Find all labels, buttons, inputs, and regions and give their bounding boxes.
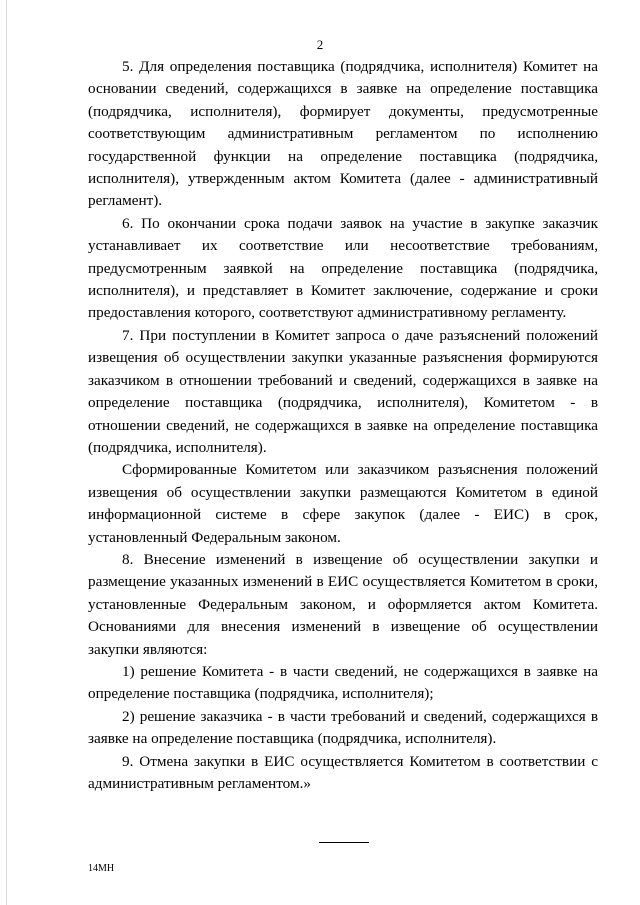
scan-edge-line [6,0,7,905]
paragraph-7: 7. При поступлении в Комитет запроса о даче разъяснений положений извещения об осуществлении закупки указанные разъяснения формируются заказчиком в отношении требований и сведений, содержащихся в заявке на определение поставщика (подрядчика, исполнителя), Комитетом - в отношении сведений, не содержащихся в заявке на определение поставщика (подрядчика, исполнителя). [88,326,598,456]
paragraph-7-clarifications: Сформированные Комитетом или заказчиком разъяснения положений извещения об осуществлении закупки размещаются Комитетом в единой информационной системе в сфере закупок (далее - ЕИС) в срок, установленный Федеральным законом. [88,461,598,546]
paragraph-5: 5. Для определения поставщика (подрядчика, исполнителя) Комитет на основании сведений, содержащихся в заявке на определение поставщика (подрядчика, исполнителя), формирует документы, предусмотренные соответствующим административным регламентом по исполнению государственной функции на определение поставщика (подрядчика, исполнителя), утвержденным актом Комитета (далее - административный регламент). [88,58,598,210]
footer-code: 14МН [88,863,115,874]
paragraph-8-item-2: 2) решение заказчика - в части требований и сведений, содержащихся в заявке на определение поставщика (подрядчика, исполнителя). [88,707,598,748]
paragraph-8-item-1: 1) решение Комитета - в части сведений, не содержащихся в заявке на определение поставщика (подрядчика, исполнителя); [88,662,598,703]
paragraph-8: 8. Внесение изменений в извещение об осуществлении закупки и размещение указанных изменений в ЕИС осуществляется Комитетом в сроки, установленные Федеральным законом, и оформляется актом Комитета. Основаниями для внесения изменений в извещение об осуществлении закупки являются: [88,550,598,658]
document-body [88,56,598,795]
end-separator-line [319,842,369,843]
page-number: 2 [316,37,324,52]
paragraph-6: 6. По окончании срока подачи заявок на участие в закупке заказчик устанавливает их соответствие или несоответствие требованиям, предусмотренным заявкой на определение поставщика (подрядчика, исполнителя), и представляет в Комитет заключение, содержание и сроки предоставления которого, соответствуют административному регламенту. [88,214,598,322]
paragraph-9: 9. Отмена закупки в ЕИС осуществляется Комитетом в соответствии с административным регламентом.» [88,752,598,792]
